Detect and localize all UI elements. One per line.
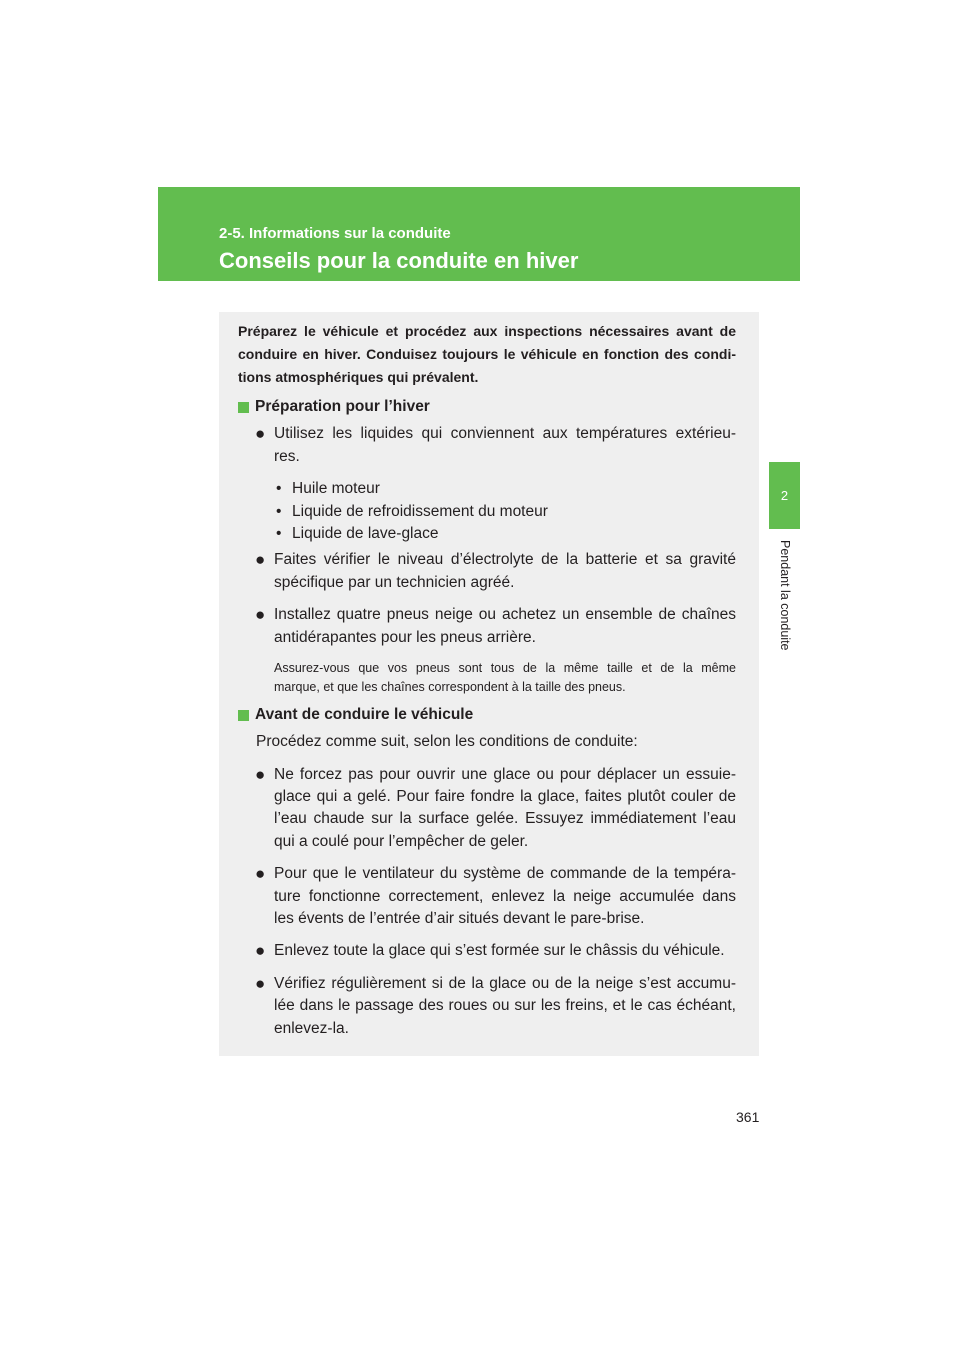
before-item-line: Pour que le ventilateur du système de commande de la tempéra- [274, 865, 736, 882]
bullet-icon: ● [255, 941, 266, 960]
sub-item: Liquide de refroidissement du moteur [292, 503, 548, 520]
intro-line: Préparez le véhicule et procédez aux inspections nécessaires avant de [238, 323, 736, 339]
before-item-line: l’eau chaude sur la surface gelée. Essuyez immédiatement l’eau [274, 810, 736, 827]
bullet-icon: ● [255, 550, 266, 569]
prep-item-line: res. [274, 448, 300, 465]
prep-item-line: Utilisez les liquides qui conviennent aux températures extérieu- [274, 425, 736, 442]
prep-item-line: antidérapantes pour les pneus arrière. [274, 629, 536, 646]
before-item-line: Ne forcez pas pour ouvrir une glace ou pour déplacer un essuie- [274, 766, 736, 783]
before-item-line: enlevez-la. [274, 1020, 349, 1037]
prep-item-line: spécifique par un technicien agréé. [274, 574, 515, 591]
before-heading [238, 706, 473, 724]
sub-bullet-icon: • [276, 503, 282, 520]
before-heading-text: Avant de conduire le véhicule [255, 706, 474, 723]
chapter-header [158, 187, 800, 281]
bullet-icon: ● [255, 605, 266, 624]
prep-item-line: Faites vérifier le niveau d’électrolyte de la batterie et sa gravité [274, 551, 736, 568]
prep-heading-text: Préparation pour l’hiver [255, 398, 430, 415]
note-line: Assurez-vous que vos pneus sont tous de la même taille et de la même [274, 661, 736, 675]
bullet-icon: ● [255, 974, 266, 993]
intro-line: conduire en hiver. Conduisez toujours le véhicule en fonction des condi- [238, 346, 736, 362]
content-box [219, 312, 759, 1056]
bullet-icon: ● [255, 765, 266, 784]
before-item-line: Vérifiez régulièrement si de la glace ou de la neige s’est accumu- [274, 975, 736, 992]
prep-heading [238, 398, 430, 416]
before-item-line: glace qui a gelé. Pour faire fondre la glace, faites plutôt couler de [274, 788, 736, 805]
before-item-line: qui a coulé pour l’empêcher de geler. [274, 833, 529, 850]
bullet-icon: ● [255, 864, 266, 883]
green-square-icon [238, 402, 249, 413]
page-title: Conseils pour la conduite en hiver [219, 248, 579, 273]
page-number: 361 [736, 1109, 760, 1125]
chapter-tab: 2 [769, 462, 800, 529]
bullet-icon: ● [255, 424, 266, 443]
sub-bullet-icon: • [276, 525, 282, 542]
note-line: marque, et que les chaînes correspondent à la taille des pneus. [274, 680, 626, 694]
sub-item: Liquide de lave-glace [292, 525, 439, 542]
sub-bullet-icon: • [276, 480, 282, 497]
before-item-line: ture fonctionne correctement, enlevez la neige accumulée dans [274, 888, 736, 905]
before-item-line: Enlevez toute la glace qui s’est formée sur le châssis du véhicule. [274, 942, 725, 959]
sub-item: Huile moteur [292, 480, 380, 497]
section-label: 2-5. Informations sur la conduite [219, 225, 451, 242]
green-square-icon [238, 710, 249, 721]
chapter-side-label: Pendant la conduite [778, 540, 792, 651]
before-item-line: lée dans le passage des roues ou sur les freins, et le cas échéant, [274, 997, 736, 1014]
before-item-line: les évents de l’entrée d’air situés devant le pare-brise. [274, 910, 645, 927]
intro-line: tions atmosphériques qui prévalent. [238, 369, 479, 385]
before-intro: Procédez comme suit, selon les conditions de conduite: [256, 733, 638, 750]
prep-item-line: Installez quatre pneus neige ou achetez un ensemble de chaînes [274, 606, 736, 623]
